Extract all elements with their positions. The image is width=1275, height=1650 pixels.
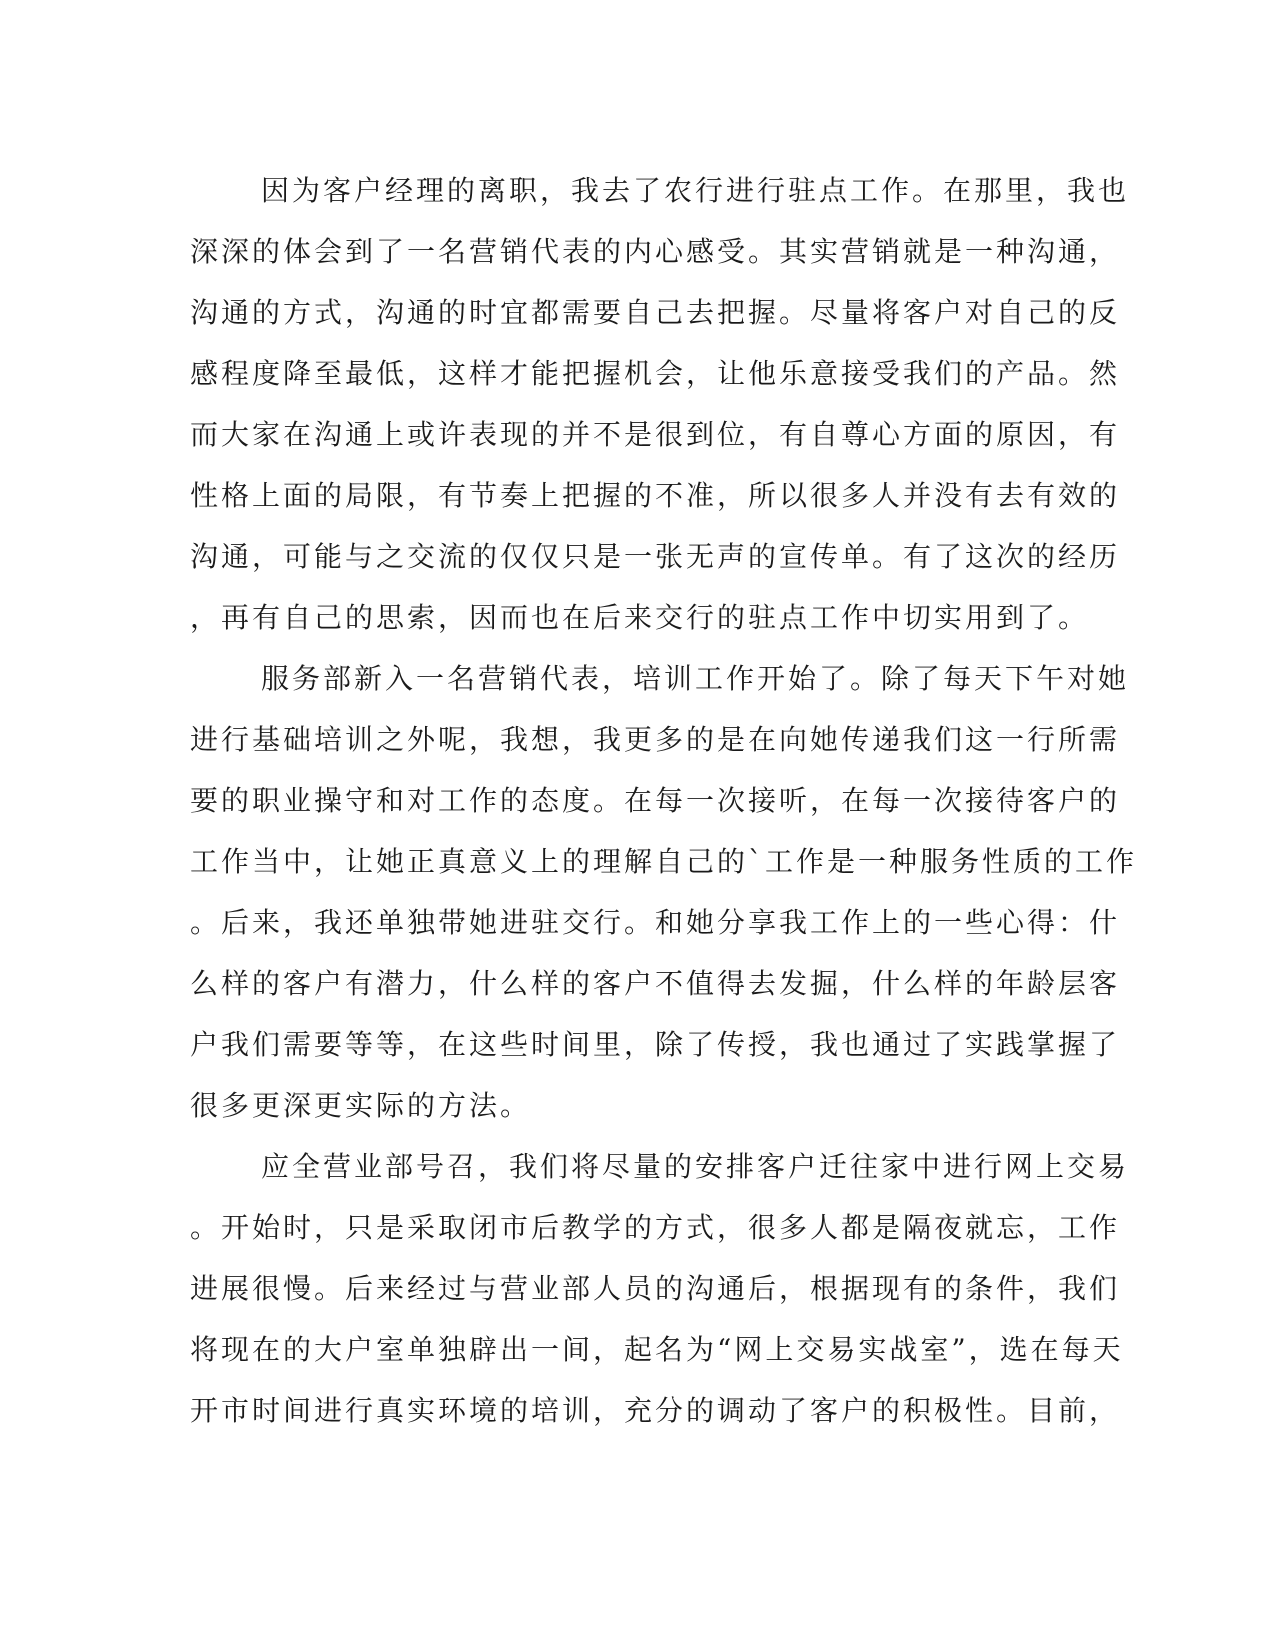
paragraph-3 xyxy=(190,1136,1130,1441)
text-line: 进行基础培训之外呢，我想，我更多的是在向她传递我们这一行所需 xyxy=(190,723,1121,756)
text-line: 。后来，我还单独带她进驻交行。和她分享我工作上的一些心得：什 xyxy=(190,906,1121,939)
paragraph-2 xyxy=(190,648,1138,1136)
body-text xyxy=(190,160,1138,1441)
text-line: 服务部新入一名营销代表，培训工作开始了。除了每天下午对她 xyxy=(261,662,1130,695)
text-line: 因为客户经理的离职，我去了农行进行驻点工作。在那里，我也 xyxy=(261,174,1130,207)
text-line: 深深的体会到了一名营销代表的内心感受。其实营销就是一种沟通， xyxy=(190,235,1121,268)
text-line: 应全营业部号召，我们将尽量的安排客户迁往家中进行网上交易 xyxy=(261,1150,1130,1183)
text-line: ，再有自己的思索，因而也在后来交行的驻点工作中切实用到了。 xyxy=(190,601,1090,634)
text-line: 么样的客户有潜力，什么样的客户不值得去发掘，什么样的年龄层客 xyxy=(190,967,1121,1000)
paragraph-1 xyxy=(190,160,1130,648)
text-line: 户我们需要等等，在这些时间里，除了传授，我也通过了实践掌握了 xyxy=(190,1028,1121,1061)
text-line: 工作当中，让她正真意义上的理解自己的`工作是一种服务性质的工作 xyxy=(190,845,1138,878)
text-line: 要的职业操守和对工作的态度。在每一次接听，在每一次接待客户的 xyxy=(190,784,1121,817)
text-line: 性格上面的局限，有节奏上把握的不准，所以很多人并没有去有效的 xyxy=(190,479,1121,512)
text-line: 。开始时，只是采取闭市后教学的方式，很多人都是隔夜就忘，工作 xyxy=(190,1211,1121,1244)
text-line: 沟通，可能与之交流的仅仅只是一张无声的宣传单。有了这次的经历 xyxy=(190,540,1121,573)
text-line: 进展很慢。后来经过与营业部人员的沟通后，根据现有的条件，我们 xyxy=(190,1272,1121,1305)
text-line: 将现在的大户室单独辟出一间，起名为“网上交易实战室”，选在每天 xyxy=(190,1333,1124,1366)
text-line: 开市时间进行真实环境的培训，充分的调动了客户的积极性。目前， xyxy=(190,1394,1121,1427)
text-line: 很多更深更实际的方法。 xyxy=(190,1089,532,1122)
text-line: 沟通的方式，沟通的时宜都需要自己去把握。尽量将客户对自己的反 xyxy=(190,296,1121,329)
text-line: 而大家在沟通上或许表现的并不是很到位，有自尊心方面的原因，有 xyxy=(190,418,1121,451)
text-line: 感程度降至最低，这样才能把握机会，让他乐意接受我们的产品。然 xyxy=(190,357,1121,390)
